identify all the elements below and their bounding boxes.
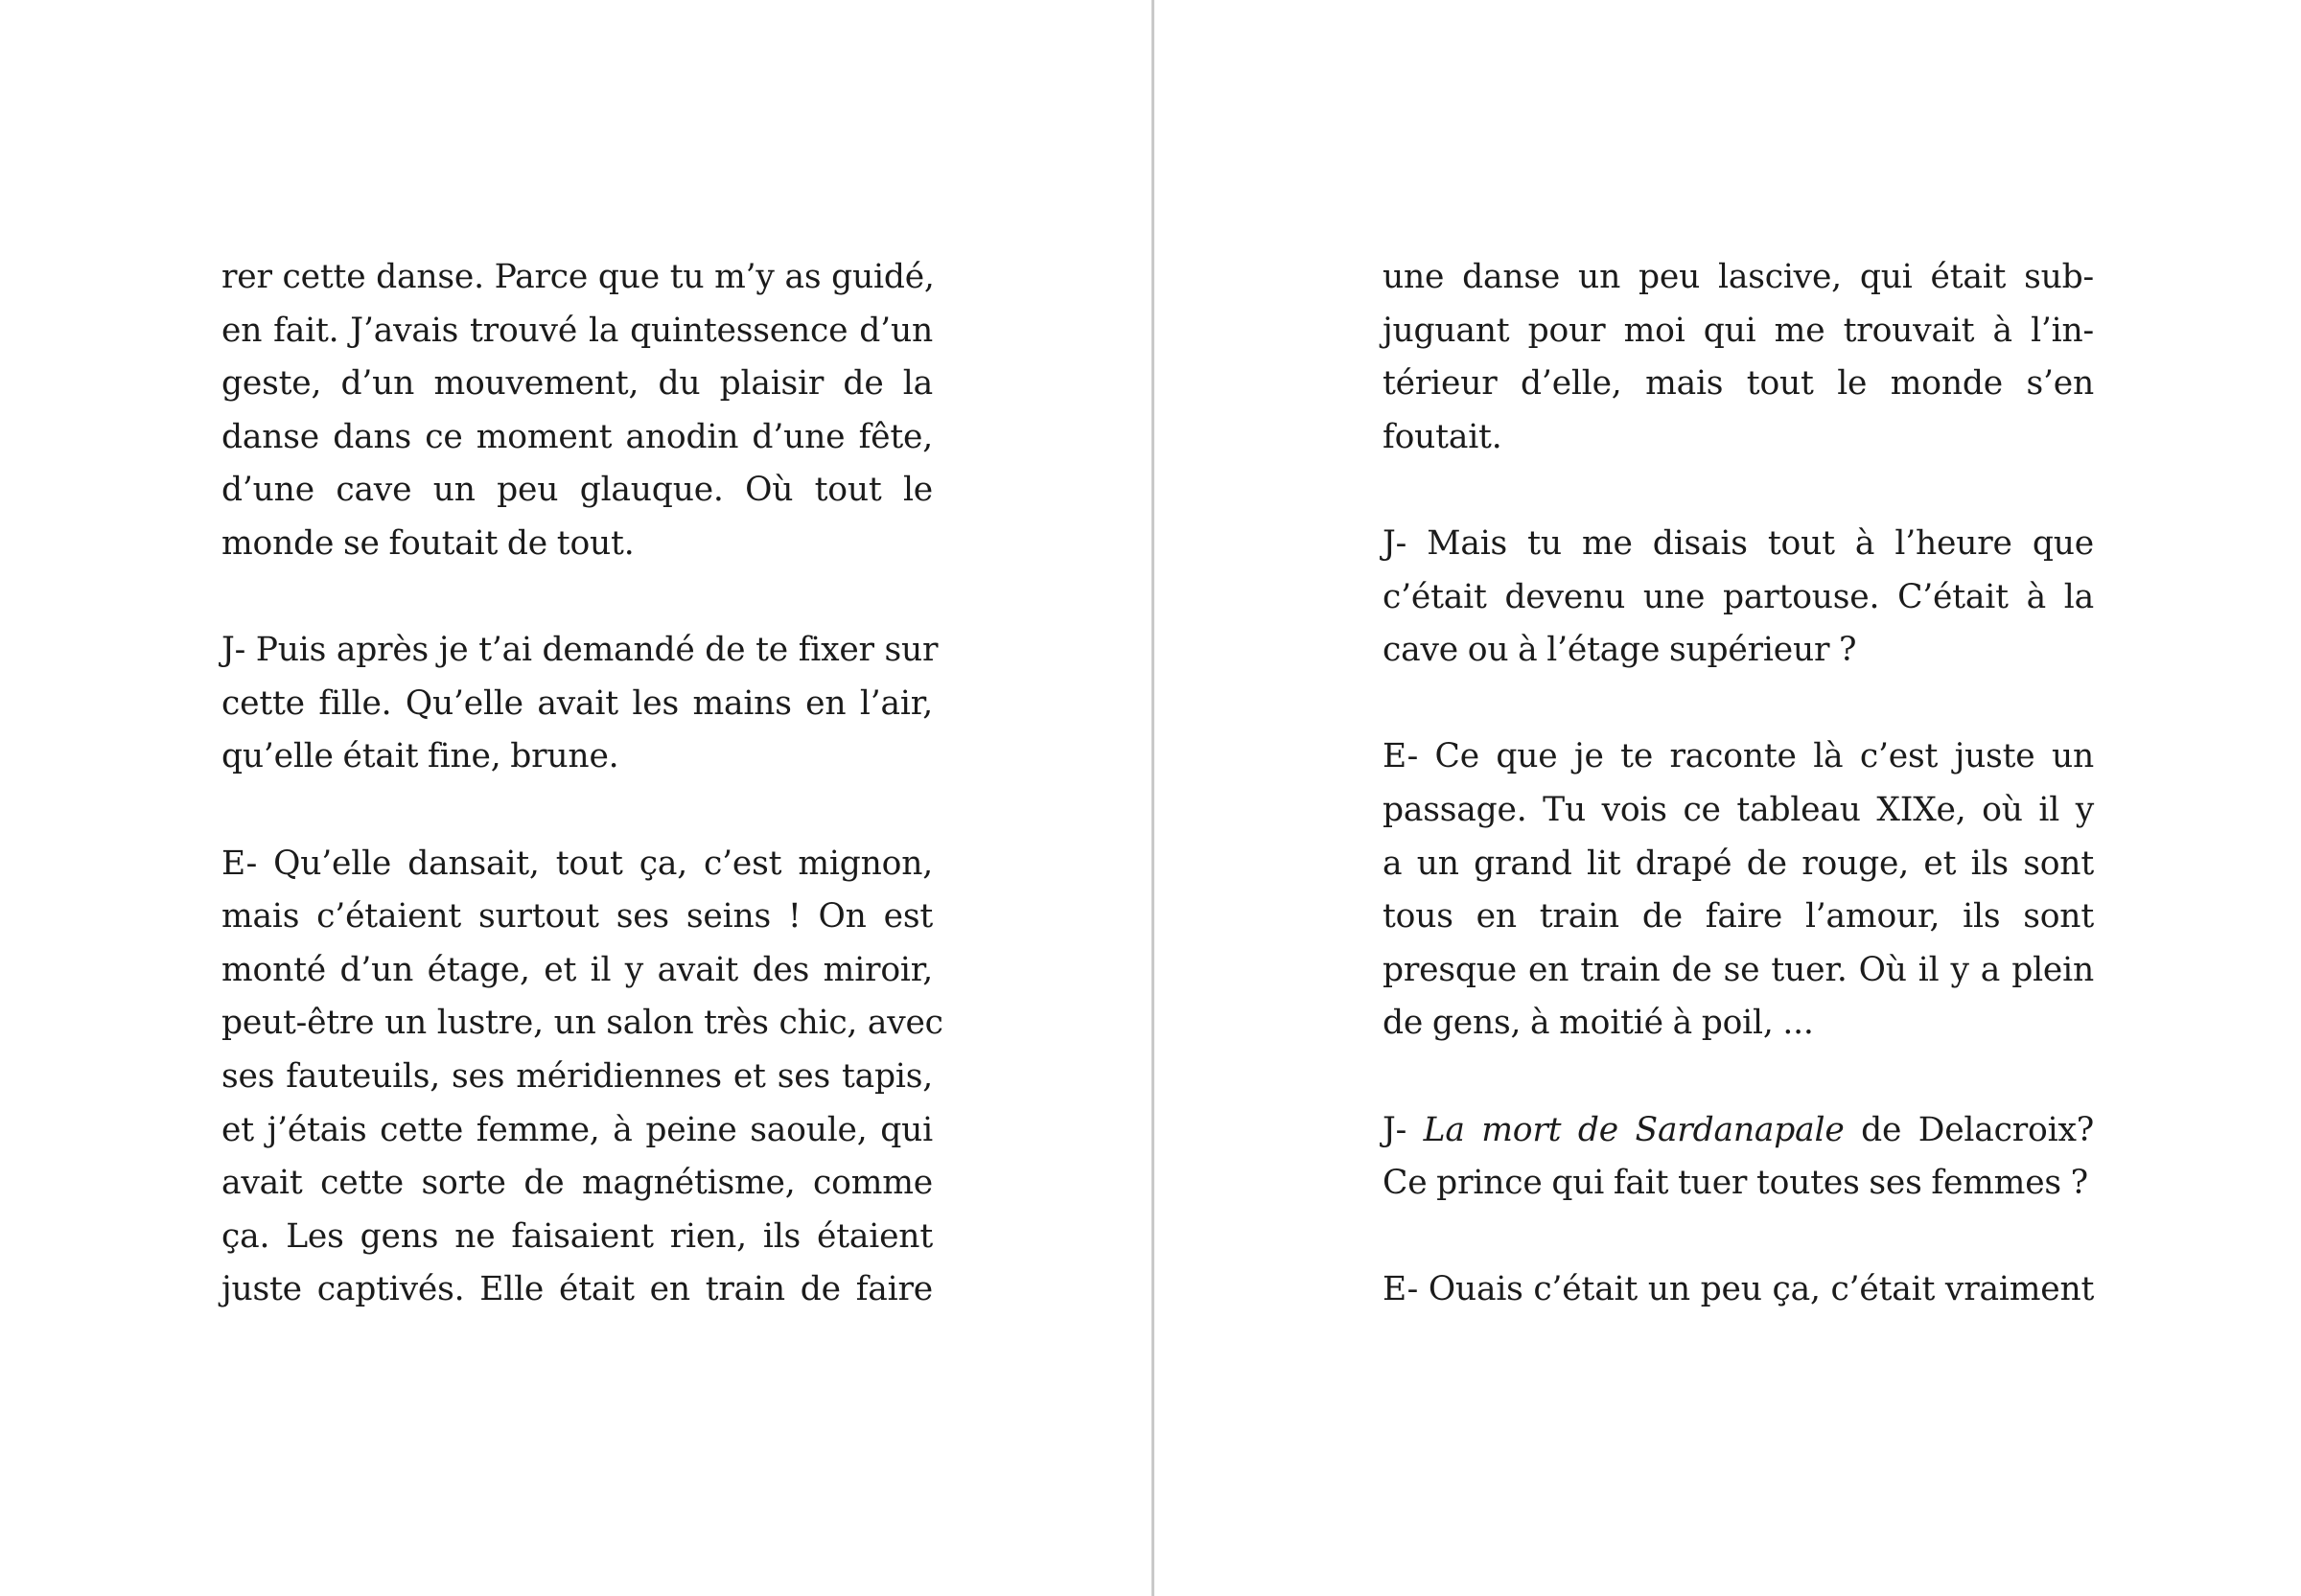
paragraph-break	[1383, 1211, 2094, 1264]
sardanapale-line	[1383, 1104, 2094, 1158]
text-line: et j’étais cette femme, à peine saoule, qui	[221, 1110, 933, 1149]
painting-title-italic: La mort de Sardanapale	[1423, 1110, 1845, 1149]
text-line: E- Ouais c’était un peu ça, c’était vraiment	[1383, 1270, 2095, 1309]
text-line: monde se foutait de tout.	[221, 523, 635, 563]
text-line: térieur d’elle, mais tout le monde s’en	[1383, 364, 2094, 404]
text-line: cette fille. Qu’elle avait les mains en l’air,	[221, 683, 933, 723]
text-line: E- Qu’elle dansait, tout ça, c’est mignon,	[221, 844, 933, 883]
text-line: danse dans ce moment anodin d’une fête,	[221, 417, 933, 456]
text-line: presque en train de se tuer. Où il y a plein	[1383, 950, 2094, 989]
paragraph-break	[221, 784, 933, 838]
text-line: rer cette danse. Parce que tu m’y as guidé,	[221, 258, 935, 296]
text-line: E- Ce que je te raconte là c’est juste un	[1383, 737, 2094, 776]
text-line: J- Puis après je t’ai demandé de te fixer sur	[221, 631, 939, 670]
text-line: Ce prince qui fait tuer toutes ses femmes ?	[1383, 1164, 2088, 1203]
text-line: mais c’étaient surtout ses seins ! On est	[221, 897, 933, 937]
text-line: juste captivés. Elle était en train de faire	[221, 1270, 933, 1309]
text-line: foutait.	[1383, 417, 1502, 456]
text-line: c’était devenu une partouse. C’était à la	[1383, 577, 2094, 616]
text-line: passage. Tu vois ce tableau XIXe, où il y	[1383, 790, 2094, 829]
paragraph-break	[1383, 678, 2094, 731]
right-page-text	[1383, 251, 2094, 1317]
text-line: monté d’un étage, et il y avait des miroir,	[221, 950, 933, 989]
text-line: de gens, à moitié à poil, ...	[1383, 1004, 1814, 1043]
text-line: cave ou à l’étage supérieur ?	[1383, 631, 1857, 670]
text-line: tous en train de faire l’amour, ils sont	[1383, 897, 2094, 937]
paragraph-break	[1383, 1051, 2094, 1104]
text-line: a un grand lit drapé de rouge, et ils sont	[1383, 844, 2094, 883]
text-line: en fait. J’avais trouvé la quintessence d’un	[221, 311, 933, 350]
painter-suffix: de Delacroix?	[1844, 1110, 2094, 1149]
text-line: d’une cave un peu glauque. Où tout le	[221, 471, 933, 510]
text-line: J- Mais tu me disais tout à l’heure que	[1383, 523, 2094, 563]
text-line: une danse un peu lascive, qui était sub-	[1383, 258, 2094, 296]
text-line: ça. Les gens ne faisaient rien, ils étaient	[221, 1216, 933, 1256]
text-line: peut-être un lustre, un salon très chic, avec	[221, 1004, 943, 1043]
speaker-prefix: J-	[1383, 1110, 1424, 1149]
text-line: qu’elle était fine, brune.	[221, 737, 619, 776]
paragraph-break	[221, 571, 933, 625]
text-line: ses fauteuils, ses méridiennes et ses tapis,	[221, 1056, 933, 1096]
text-line: avait cette sorte de magnétisme, comme	[221, 1164, 933, 1203]
text-line: juguant pour moi qui me trouvait à l’in-	[1383, 311, 2094, 350]
text-line: geste, d’un mouvement, du plaisir de la	[221, 364, 933, 404]
paragraph-break	[1383, 464, 2094, 518]
right-page	[1154, 0, 2301, 1596]
left-page-text	[221, 251, 943, 1317]
